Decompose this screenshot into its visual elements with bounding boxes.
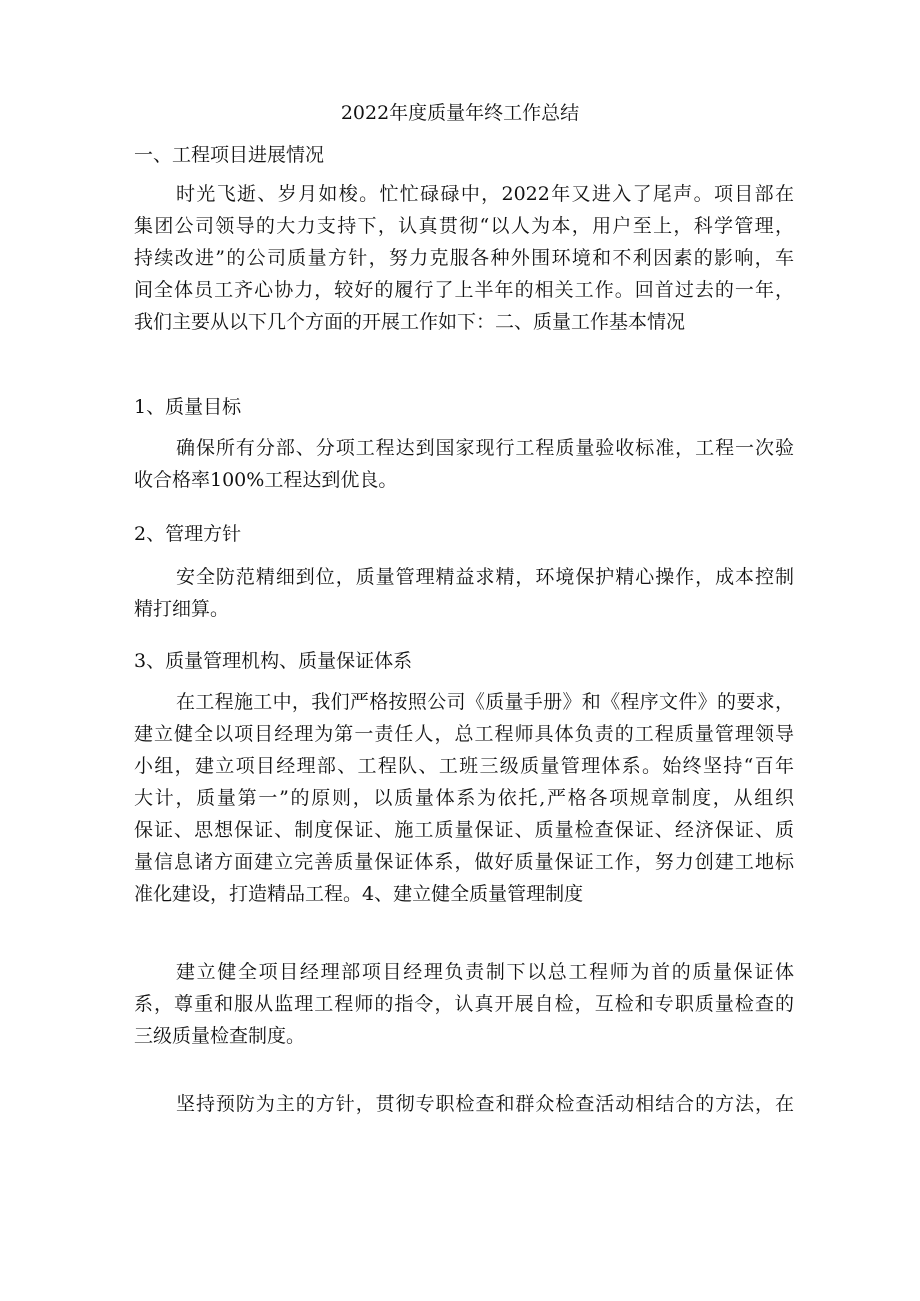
paragraph-line: 建立健全项目经理部项目经理负责制下以总工程师为首的质量保证体 — [176, 961, 794, 983]
paragraph-quality-system — [134, 956, 794, 1052]
paragraph-line: 安全防范精细到位，质量管理精益求精，环境保护精心操作，成本控制 — [176, 566, 794, 588]
paragraph-quality-goal — [134, 432, 794, 496]
paragraph-line: 时光飞逝、岁月如梭。忙忙碌碌中，2022年又进入了尾声。项目部在 — [176, 183, 794, 205]
paragraph-line: 集团公司领导的大力支持下，认真贯彻“以人为本，用户至上，科学管理， — [134, 215, 794, 237]
paragraph-line: 大计，质量第一”的原则，以质量体系为依托,严格各项规章制度，从组织 — [134, 787, 794, 809]
paragraph-line: 在工程施工中，我们严格按照公司《质量手册》和《程序文件》的要求， — [176, 691, 794, 713]
paragraph-line: 建立健全以项目经理为第一责任人，总工程师具体负责的工程质量管理领导 — [134, 723, 794, 745]
paragraph-management-policy — [134, 561, 794, 625]
paragraph-line: 确保所有分部、分项工程达到国家现行工程质量验收标准，工程一次验 — [176, 437, 794, 459]
heading-quality-organization: 3、质量管理机构、质量保证体系 — [134, 650, 413, 672]
paragraph-quality-organization — [134, 686, 794, 910]
paragraph-line: 精打细算。 — [134, 598, 230, 620]
section-heading-progress: 一、工程项目进展情况 — [134, 144, 325, 166]
paragraph-line: 持续改进”的公司质量方针，努力克服各种外围环境和不利因素的影响，车 — [134, 247, 794, 269]
paragraph-line: 收合格率100%工程达到优良。 — [134, 469, 398, 491]
document-title: 2022年度质量年终工作总结 — [340, 102, 580, 124]
paragraph-line: 准化建设，打造精品工程。4、建立健全质量管理制度 — [134, 883, 584, 905]
heading-management-policy: 2、管理方针 — [134, 523, 242, 545]
paragraph-prevention — [134, 1088, 794, 1120]
paragraph-line: 间全体员工齐心协力，较好的履行了上半年的相关工作。回首过去的一年， — [134, 279, 794, 301]
paragraph-line: 我们主要从以下几个方面的开展工作如下：二、质量工作基本情况 — [134, 311, 686, 333]
paragraph-line: 量信息诸方面建立完善质量保证体系，做好质量保证工作，努力创建工地标 — [134, 851, 794, 873]
heading-quality-goal: 1、质量目标 — [134, 396, 242, 418]
paragraph-line: 系，尊重和服从监理工程师的指令，认真开展自检，互检和专职质量检查的 — [134, 993, 794, 1015]
paragraph-progress — [134, 178, 794, 338]
paragraph-line: 小组，建立项目经理部、工程队、工班三级质量管理体系。始终坚持“百年 — [134, 755, 794, 777]
paragraph-line: 三级质量检查制度。 — [134, 1025, 306, 1047]
paragraph-line: 坚持预防为主的方针，贯彻专职检查和群众检查活动相结合的方法，在 — [176, 1093, 794, 1115]
paragraph-line: 保证、思想保证、制度保证、施工质量保证、质量检查保证、经济保证、质 — [134, 819, 794, 841]
